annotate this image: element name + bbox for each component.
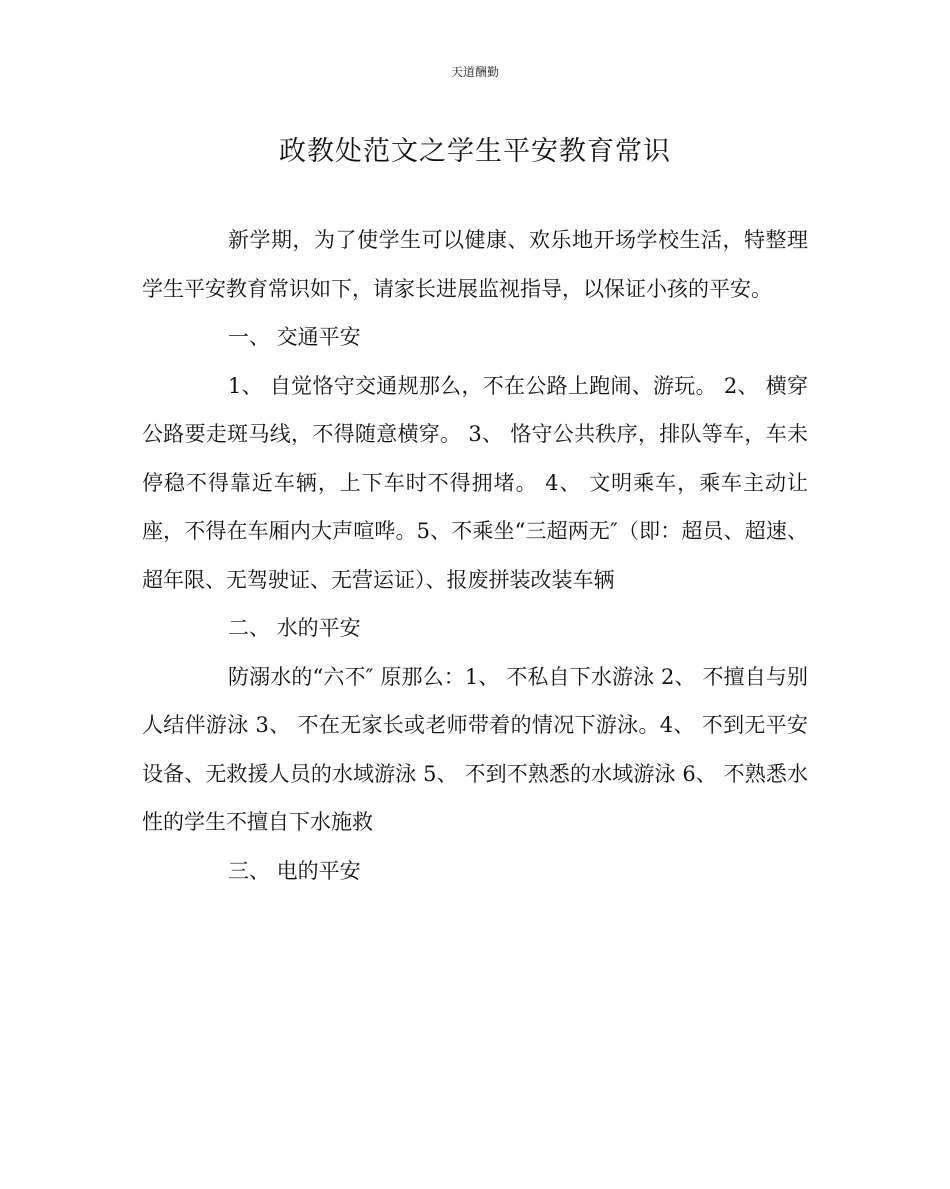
traffic-rules-paragraph: 1、 自觉恪守交通规那么，不在公路上跑闹、游玩。 2、 横穿公路要走斑马线，不得随意横穿。 3、 恪守公共秩序，排队等车，车未停稳不得靠近车辆，上下车时不得拥堵。 4、 文明乘车，乘车主动让座，不得在车厢内大声喧哗。5、不乘坐“三超两无″（即：超员、超速、超年限、无驾驶证、无营运证）、报废拼装改装车辆	[142, 373, 808, 592]
section-heading-electricity: 三、 电的平安	[228, 858, 361, 883]
water-rules-paragraph: 防溺水的“六不″ 原那么：1、 不私自下水游泳 2、 不擅自与别人结伴游泳 3、 不在无家长或老师带着的情况下游泳。4、 不到无平安设备、无救援人员的水域游泳 5、 不到不熟悉的水域游泳 6、 不熟悉水性的学生不擅自下水施救	[142, 664, 808, 834]
document-body	[142, 216, 808, 895]
intro-paragraph: 新学期，为了使学生可以健康、欢乐地开场学校生活，特整理学生平安教育常识如下，请家长进展监视指导，以保证小孩的平安。	[142, 228, 808, 301]
section-heading-water: 二、 水的平安	[228, 616, 361, 640]
section-heading-traffic: 一、 交通平安	[228, 325, 361, 349]
document-title: 政教处范文之学生平安教育常识	[279, 136, 671, 167]
page-header: 天道酬勤	[450, 65, 499, 79]
